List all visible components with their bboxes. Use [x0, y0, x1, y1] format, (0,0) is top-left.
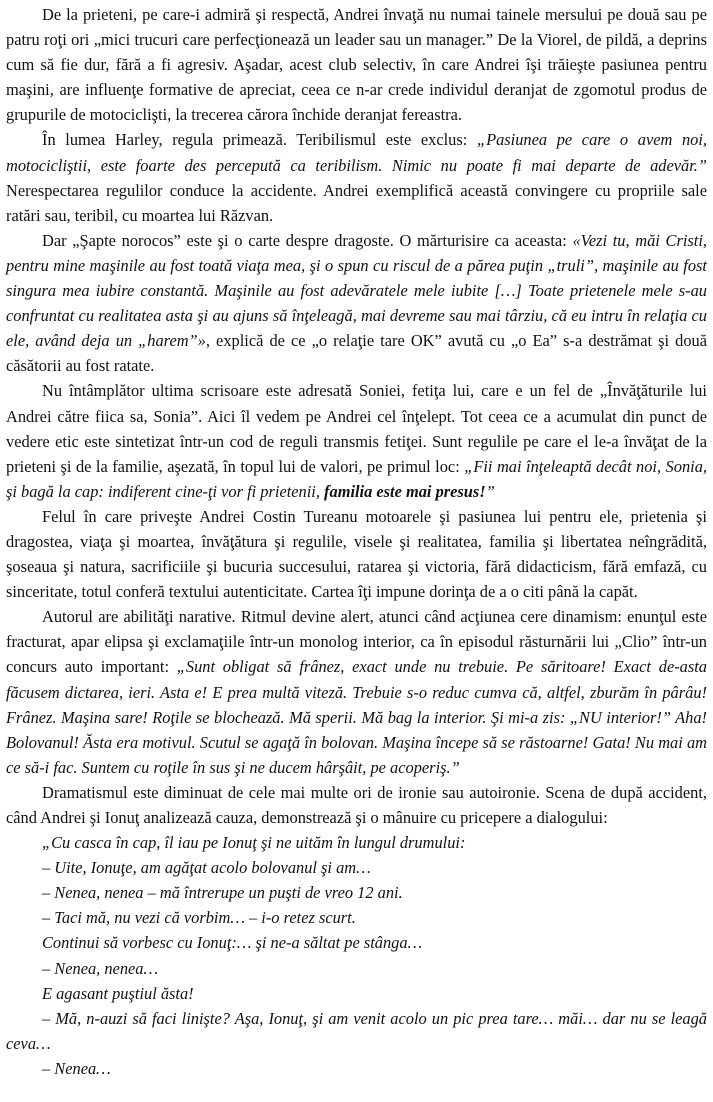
paragraph-love [6, 228, 707, 379]
dialogue-line: – Nenea, nenea – mă întrerupe un puşti de vreo 12 ani. [42, 883, 403, 903]
dialogue-line: E agasant puştiul ăsta! [42, 983, 194, 1003]
paragraph-harley-rules [6, 127, 707, 227]
text-segment: ” [485, 481, 495, 501]
paragraph-authenticity [6, 504, 707, 604]
dialogue-line: – Taci mă, nu vezi că vorbim… – i-o retez scurt. [42, 908, 356, 928]
text-segment: „Fii mai înţeleaptă decât noi, Sonia, şi bagă la cap: indiferent cine-ţi vor fi prietenii, [6, 456, 707, 501]
text-segment: Dar „Şapte norocos” este şi o carte despre dragoste. O mărturisire ca aceasta: [42, 230, 573, 250]
dialogue-line: – Uite, Ionuţe, am agăţat acolo bolovanul şi am… [42, 858, 371, 878]
text-segment: Nerespectarea regulilor conduce la accidente. Andrei exemplifică această convingere cu propriile sale ratări sau, teribil, cu moartea lui Răzvan. [6, 180, 707, 225]
dialogue-line: – Mă, n-auzi să faci linişte? Aşa, Ionuţ, şi am venit acolo un pic prea tare… măi… dar nu se leagă ceva… [6, 1008, 707, 1053]
paragraph-narrative [6, 604, 707, 780]
text-segment: „Pasiunea pe care o avem noi, motocicliştii, este foarte des percepută ca teribilism. Nimic nu poate fi mai departe de adevăr.” [6, 130, 708, 175]
paragraph-friends [6, 2, 707, 127]
dialogue-line: – Nenea… [42, 1058, 111, 1078]
text-segment: , explică de ce „o relaţie tare OK” avută cu „o Ea” s-a destrămat şi două căsătorii au fost ratate. [6, 331, 707, 376]
text-segment: familia este mai presus! [324, 481, 486, 501]
text-segment: Felul în care priveşte Andrei Costin Tureanu motoarele şi pasiunea lui pentru ele, prietenia şi dragostea, viaţa şi moartea, învăţătura şi regulile, visele şi realitatea, familia şi libertatea neîngrădită, şoseaua şi natura, sacrificiile şi bucuria succesului, ratarea şi victoria, fără didacticism, fără emfază, cu sinceritate, totul conferă textului autenticitate. Cartea îţi impune dorinţa de a o citi până la capăt. [6, 506, 707, 602]
dialogue-line: „Cu casca în cap, îl iau pe Ionuţ şi ne uităm în lungul drumului: [42, 833, 466, 853]
paragraph-irony [6, 780, 707, 830]
text-segment: Autorul are abilităţi narative. Ritmul devine alert, atunci când acţiunea cere dinamism: enunţul este fracturat, apar elipsa şi exclamaţiile într-un monolog interior, ca în episodul răsturnării lui „Clio” într-un concurs auto important: [6, 607, 707, 677]
paragraph-letter-sonia [6, 378, 707, 503]
text-segment: Dramatismul este diminuat de cele mai multe ori de ironie sau autoironie. Scena de după accident, când Andrei şi Ionuţ analizează cauza, demonstrează şi o mânuire cu pricepere a dialogului: [6, 782, 707, 827]
text-segment: «Vezi tu, măi Cristi, pentru mine maşinile au fost toată viaţa mea, şi o spun cu riscul de a părea puţin „truli”, maşinile au fost singura mea iubire constantă. Maşinile au fost adevăratele mele iubite […] Toate prietenele mele s-au confruntat cu realitatea asta şi au ajuns să înţeleagă, mai devreme sau mai târziu, că eu intru în relaţia cu ele, având deja un „harem”» [6, 230, 707, 351]
text-segment: „Sunt obligat să frânez, exact unde nu trebuie. Pe săritoare! Exact de-asta făcusem dictarea, ieri. Asta e! E prea multă viteză. Trebuie s-o reduc cumva că, altfel, zburăm în pârâu! Frânez. Maşina sare! Roţile se blochează. Mă sperii. Mă bag la interior. Şi mi-a zis: „NU interior!” Aha! Bolovanul! Ăsta era motivul. Scutul se agaţă în bolovan. Maşina începe să se răstoarne! Gata! Nu mai am ce să-i fac. Suntem cu roţile în sus şi ne ducem hârşâit, pe acoperiş.” [6, 657, 707, 777]
text-segment: Nu întâmplător ultima scrisoare este adresată Soniei, fetiţa lui, care e un fel de „Învăţăturile lui Andrei către fiica sa, Sonia”. Aici îl vedem pe Andrei cel înţelept. Tot ceea ce a acumulat din punct de vedere etic este sintetizat într-un cod de reguli transmis fetiţei. Sunt regulile pe care el le-a învăţat de la prieteni şi de la familie, aşezată, în topul lui de valori, pe primul loc: [6, 381, 707, 476]
text-segment: În lumea Harley, regula primează. Teribilismul este exclus: [42, 130, 477, 150]
dialogue-line: – Nenea, nenea… [42, 958, 159, 978]
text-segment: De la prieteni, pe care-i admiră şi respectă, Andrei învaţă nu numai tainele mersului pe două sau pe patru roţi ori „mici trucuri care perfecţionează un leader sau un manager.” De la Viorel, de pildă, a deprins cum să fie dur, fără a fi agresiv. Aşadar, acest club selectiv, în care Andrei îşi trăieşte pasiunea pentru maşini, are influenţe formative de apreciat, ceea ce n-ar crede individul deranjat de zgomotul produs de grupurile de motociclişti, la trecerea cărora închide deranjat fereastra. [6, 5, 707, 125]
dialogue-line: Continui să vorbesc cu Ionuţ:… şi ne-a săltat pe stânga… [42, 933, 423, 953]
